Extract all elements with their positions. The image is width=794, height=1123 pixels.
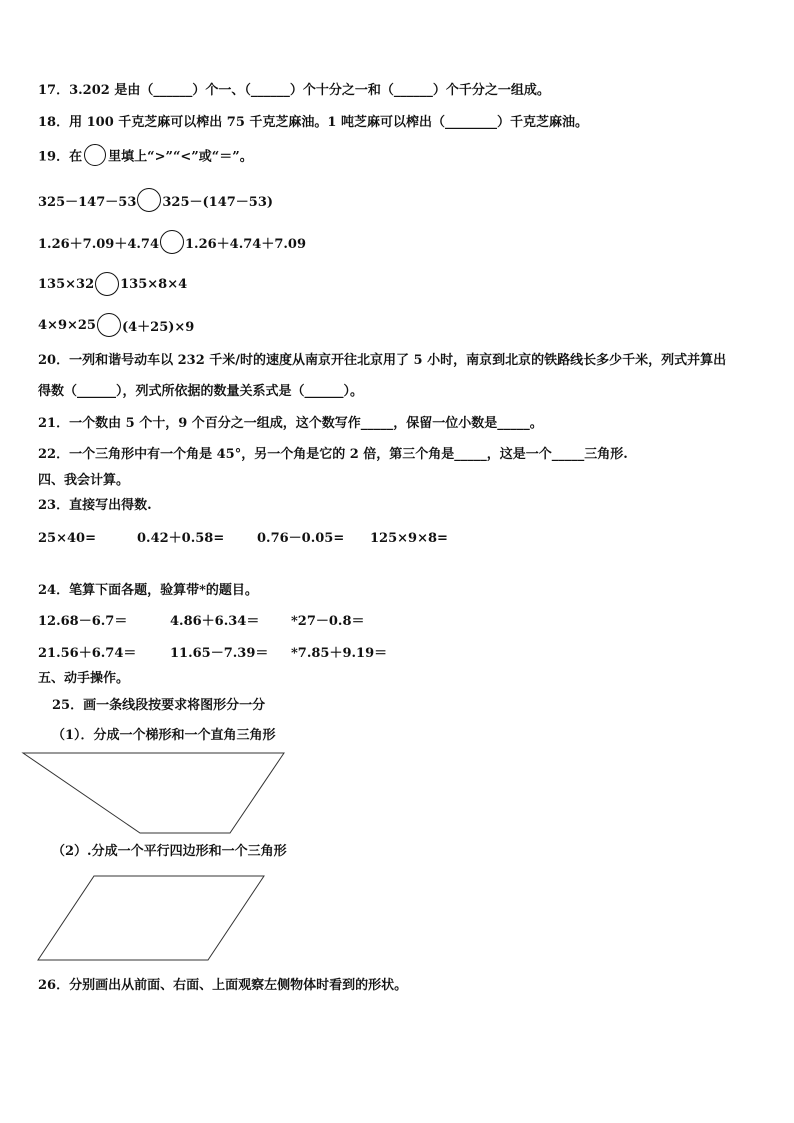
compare-right: (4＋25)×9: [121, 319, 195, 335]
oral-calc-item: 125×9×8=: [370, 531, 448, 546]
compare-left: 135×32: [38, 276, 95, 292]
question-20-line-2: 得数（______），列式所依据的数量关系式是（______）。: [38, 384, 364, 399]
question-25-title: 25．画一条线段按要求将图形分一分: [52, 698, 266, 713]
oral-calc-item: 0.42＋0.58=: [137, 531, 225, 546]
compare-left: 325－147－53: [38, 194, 137, 210]
written-calc-item: *7.85＋9.19＝: [291, 646, 388, 661]
oral-calc-item: 25×40=: [38, 531, 96, 546]
section-4-title: 四、我会计算。: [38, 473, 130, 488]
question-25-part-1: （1）．分成一个梯形和一个直角三角形: [52, 728, 276, 743]
written-calc-item: 21.56＋6.74＝: [38, 646, 137, 661]
question-19-suffix: 里填上“>”“<”或“＝”。: [108, 149, 253, 165]
question-22: 22．一个三角形中有一个角是 45°，另一个角是它的 2 倍，第三个角是_____，这是一个_____三角形.: [38, 447, 628, 462]
compare-right: 1.26＋4.74＋7.09: [185, 236, 306, 252]
section-5-title: 五、动手操作。: [38, 671, 130, 686]
written-calc-item: *27－0.8＝: [291, 614, 365, 629]
question-21: 21．一个数由 5 个十，9 个百分之一组成，这个数写作_____，保留一位小数是_____。: [38, 416, 543, 431]
question-19-prefix: 19．在: [38, 149, 83, 165]
question-26: 26．分别画出从前面、右面、上面观察左侧物体时看到的形状。: [38, 978, 408, 993]
question-18: 18．用 100 千克芝麻可以榨出 75 千克芝麻油。1 吨芝麻可以榨出（________）千克芝麻油。: [38, 115, 588, 130]
written-calc-item: 12.68－6.7＝: [38, 614, 128, 629]
question-20-line-1: 20．一列和谐号动车以 232 千米/时的速度从南京开往北京用了 5 小时，南京到北京的铁路线长多少千米，列式并算出: [38, 353, 727, 368]
compare-right: 135×8×4: [120, 276, 188, 292]
question-17: 17．3.202 是由（______）个一、（______）个十分之一和（______）个千分之一组成。: [38, 83, 550, 98]
oral-calc-item: 0.76－0.05=: [257, 531, 345, 546]
question-24-title: 24．笔算下面各题，验算带*的题目。: [38, 583, 258, 598]
question-23-title: 23．直接写出得数.: [38, 498, 152, 513]
compare-left: 4×9×25: [38, 317, 96, 333]
written-calc-item: 4.86＋6.34＝: [170, 614, 260, 629]
question-25-part-2: （2）.分成一个平行四边形和一个三角形: [52, 844, 287, 859]
compare-left: 1.26＋7.09＋4.74: [38, 236, 159, 252]
compare-right: 325－(147－53): [162, 194, 274, 210]
written-calc-item: 11.65－7.39＝: [170, 646, 269, 661]
